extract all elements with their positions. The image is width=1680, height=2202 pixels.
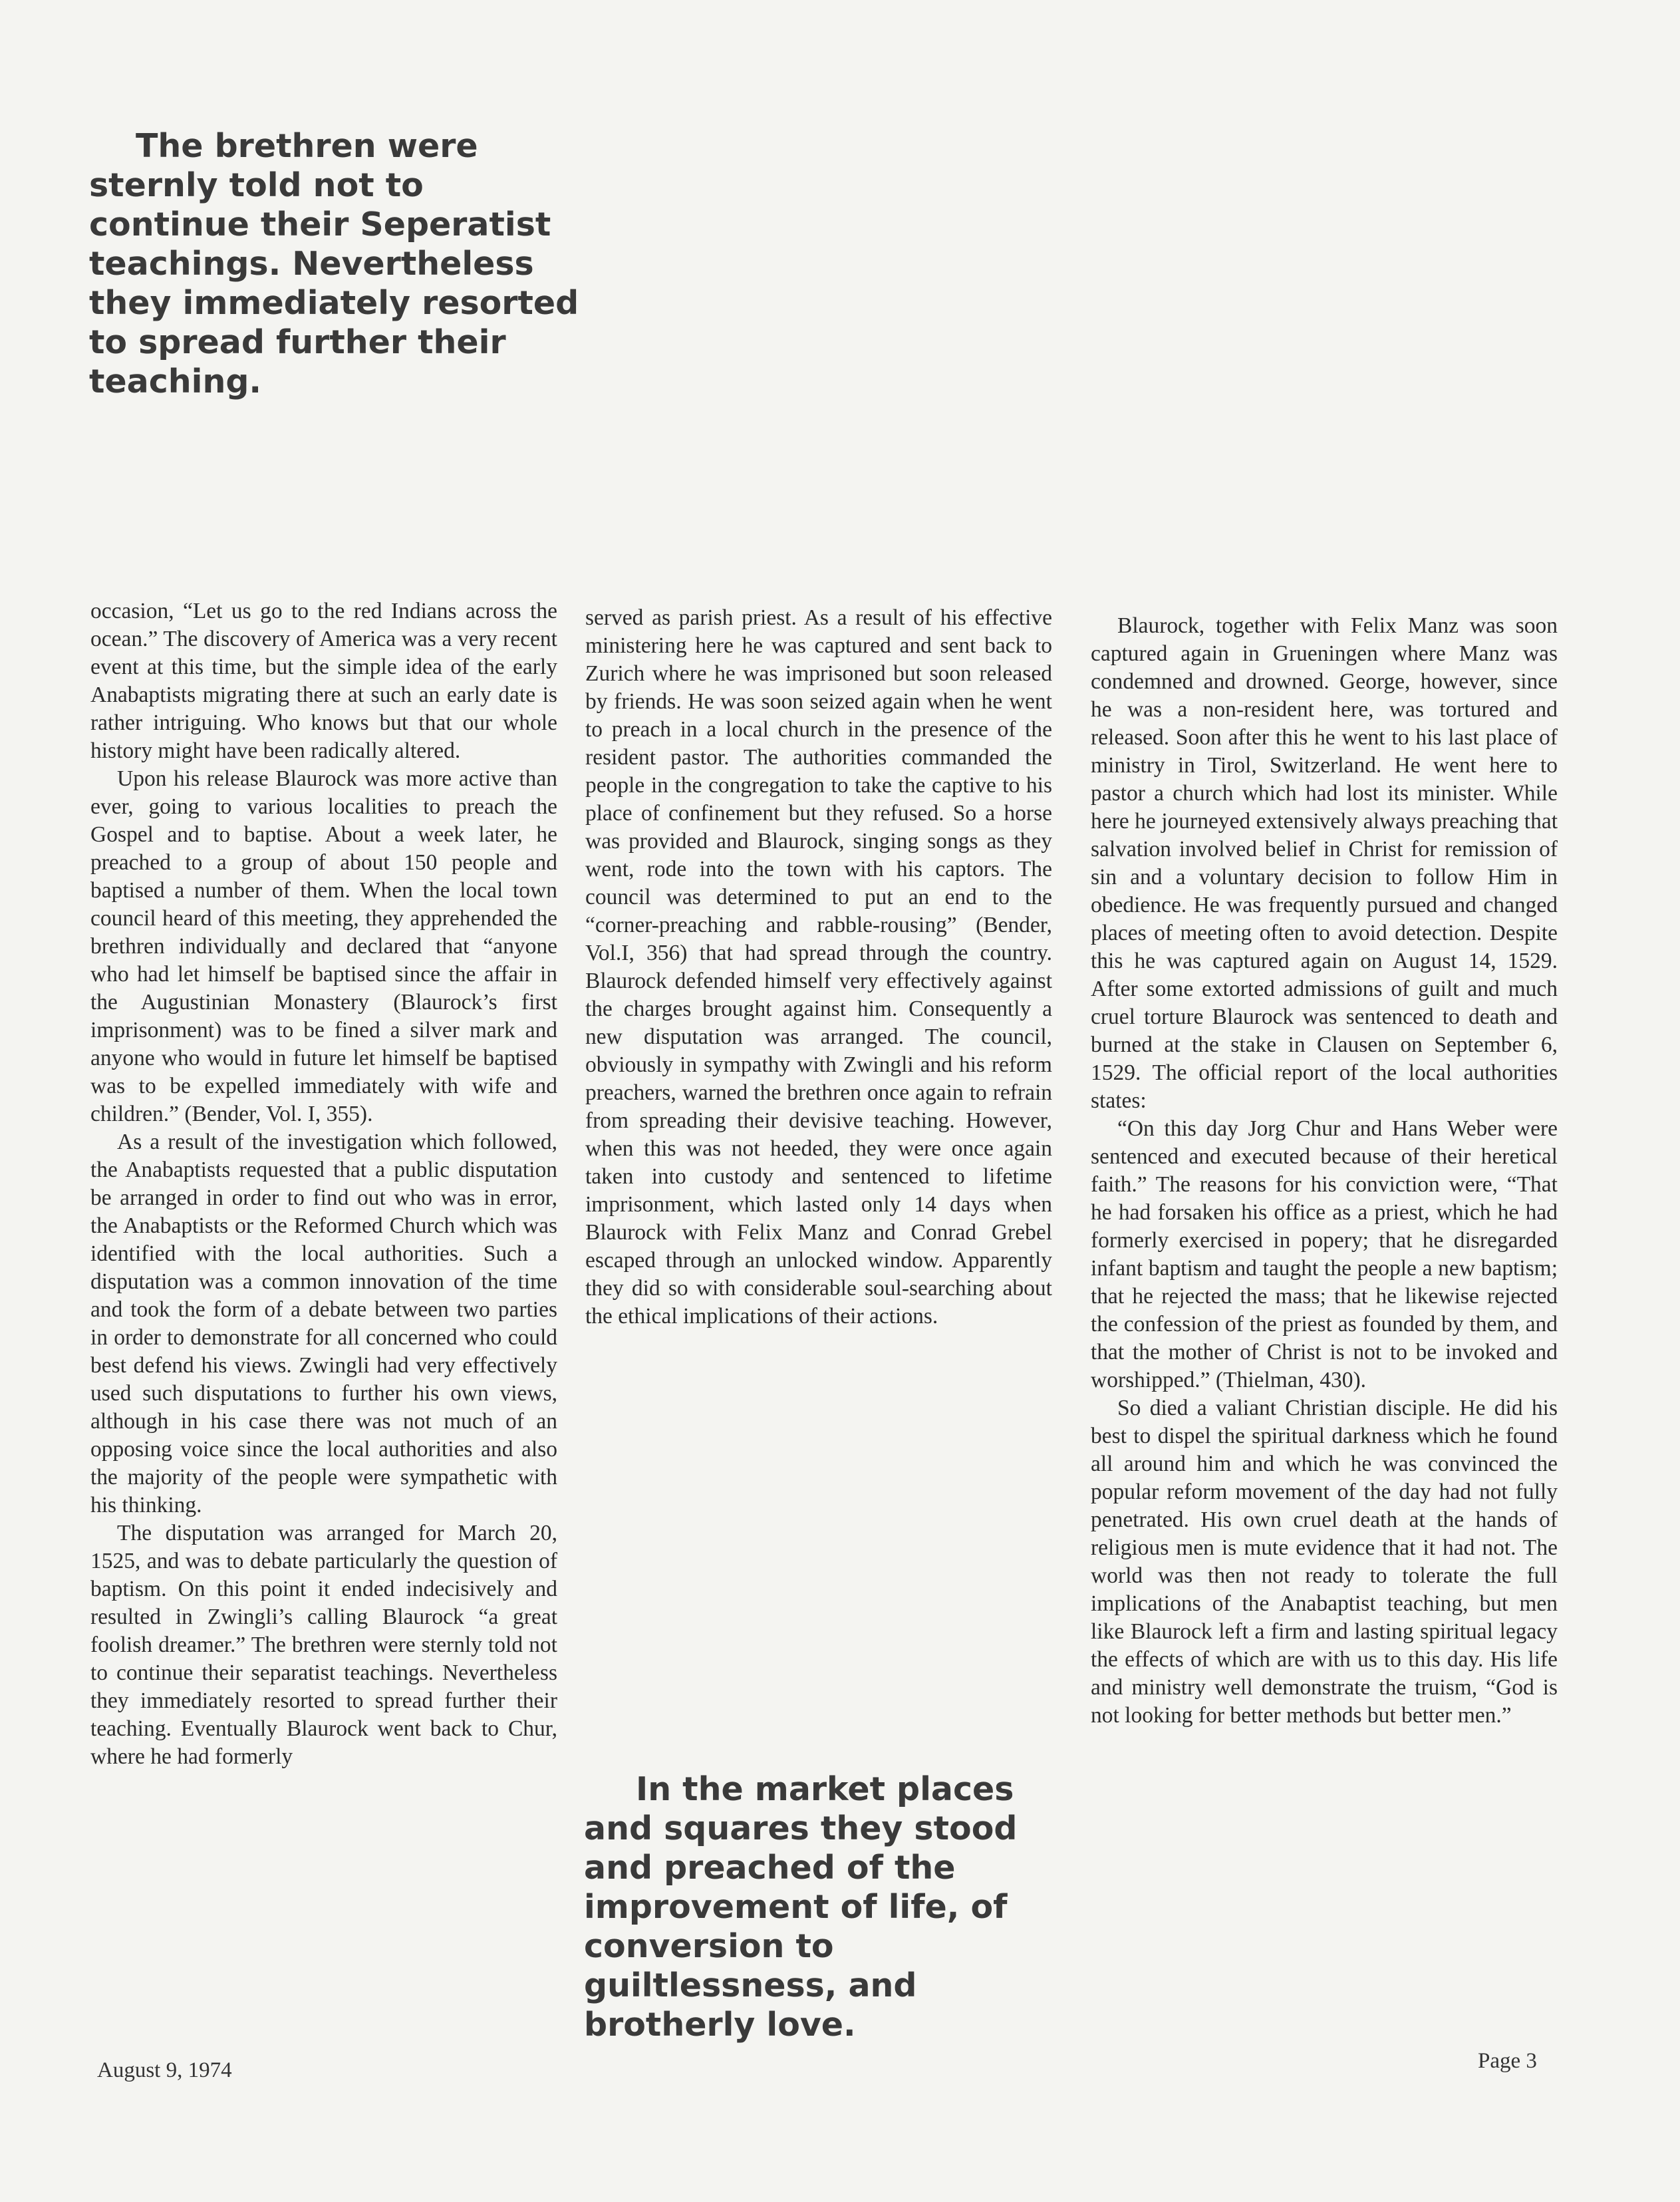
article-column-2 <box>585 604 1052 1331</box>
paragraph: So died a valiant Christian disciple. He did his best to dispel the spiritual darkness which he found all around him and which he was convinced the popular reform movement of the day had not fully penetrated. His own cruel death at the hands of religious men is mute evidence that it had not. The world was then not ready to tolerate the full implications of the Anabaptist teaching, but men like Blaurock left a firm and lasting spiritual legacy the effects of which are with us to this day. His life and ministry well demonstrate the truism, “God is not looking for better methods but better men.” <box>1091 1396 1558 1728</box>
paragraph: The disputation was arranged for March 20, 1525, and was to debate particularly the question of baptism. On this point it ended indecisively and resulted in Zwingli’s calling Blaurock “a great foolish dreamer.” The brethren were sternly told not to continue their separatist teachings. Nevertheless they immediately resorted to spread further their teaching. Eventually Blaurock went back to Chur, where he had formerly <box>90 1521 557 1769</box>
paragraph: occasion, “Let us go to the red Indians across the ocean.” The discovery of America was a very recent event at this time, but the simple idea of the early Anabaptists migrating there at such an early date is rather intriguing. Who knows but that our whole history might have been radically altered. <box>90 599 557 763</box>
pullquote-top: The brethren were sternly told not to continue their Seperatist teachings. Nevertheless they immediately resorted to spread further their teaching. <box>89 127 579 400</box>
article-column-3 <box>1091 612 1558 1730</box>
paragraph: As a result of the investigation which followed, the Anabaptists requested that a public disputation be arranged in order to find out who was in error, the Anabaptists or the Reformed Church which was identified with the local authorities. Such a disputation was a common innovation of the time and took the form of a debate between two parties in order to demonstrate for all concerned who could best defend his views. Zwingli had very effectively used such disputations to further his own views, although in his case there was not much of an opposing voice since the local authorities and also the majority of the people were sympathetic with his thinking. <box>90 1130 557 1517</box>
pullquote-bottom: In the market places and squares they stood and preached of the improvement of life, of conversion to guiltlessness, and brotherly love. <box>584 1770 1018 2044</box>
paragraph: “On this day Jorg Chur and Hans Weber were sentenced and executed because of their heretical faith.” The reasons for his conviction were, “That he had forsaken his office as a priest, which he had formerly exercised in popery; that he disregarded infant baptism and taught the people a new baptism; that he rejected the mass; that he likewise rejected the confession of the priest as founded by them, and that the mother of Christ is not to be invoked and worshipped.” (Thielman, 430). <box>1091 1116 1558 1392</box>
page-number: Page 3 <box>1478 2049 1537 2073</box>
paragraph: served as parish priest. As a result of his effective ministering here he was captured and sent back to Zurich where he was imprisoned but soon released by friends. He was soon seized again when he went to preach in a local church in the presence of the resident pastor. The authorities commanded the people in the congregation to take the captive to his place of confinement but they refused. So a horse was provided and Blaurock, singing songs as they went, rode into the town with his captors. The council was determined to put an end to the “corner-preaching and rabble-rousing” (Bender, Vol.I, 356) that had spread through the country. Blaurock defended himself very effectively against the charges brought against him. Consequently a new disputation was arranged. The council, obviously in sympathy with Zwingli and his reform preachers, warned the brethren once again to refrain from spreading their devisive teaching. However, when this was not heeded, they were once again taken into custody and sentenced to lifetime imprisonment, which lasted only 14 days when Blaurock with Felix Manz and Conrad Grebel escaped through an unlocked window. Apparently they did so with considerable soul-searching about the ethical implications of their actions. <box>585 605 1052 1329</box>
footer-date: August 9, 1974 <box>97 2058 232 2082</box>
paragraph: Blaurock, together with Felix Manz was soon captured again in Grueningen where Manz was condemned and drowned. George, however, since he was a non-resident here, was tortured and released. Soon after this he went to his last place of ministry in Tirol, Switzerland. He went here to pastor a church which had lost its minister. While here he journeyed extensively always preaching that salvation involved belief in Christ for remission of sin and a voluntary decision to follow Him in obedience. He was frequently pursued and changed places of meeting often to avoid detection. Despite this he was captured again on August 14, 1529. After some extorted admissions of guilt and much cruel torture Blaurock was sentenced to death and burned at the stake in Clausen on September 6, 1529. The official report of the local authorities states: <box>1091 613 1558 1113</box>
article-column-1 <box>90 597 557 1771</box>
paragraph: Upon his release Blaurock was more active than ever, going to various localities to preach the Gospel and to baptise. About a week later, he preached to a group of about 150 people and baptised a number of them. When the local town council heard of this meeting, they apprehended the brethren individually and declared that “anyone who had let himself be baptised since the affair in the Augustinian Monastery (Blaurock’s first imprisonment) was to be fined a silver mark and anyone who would in future let himself be baptised was to be expelled immediately with wife and children.” (Bender, Vol. I, 355). <box>90 766 557 1126</box>
